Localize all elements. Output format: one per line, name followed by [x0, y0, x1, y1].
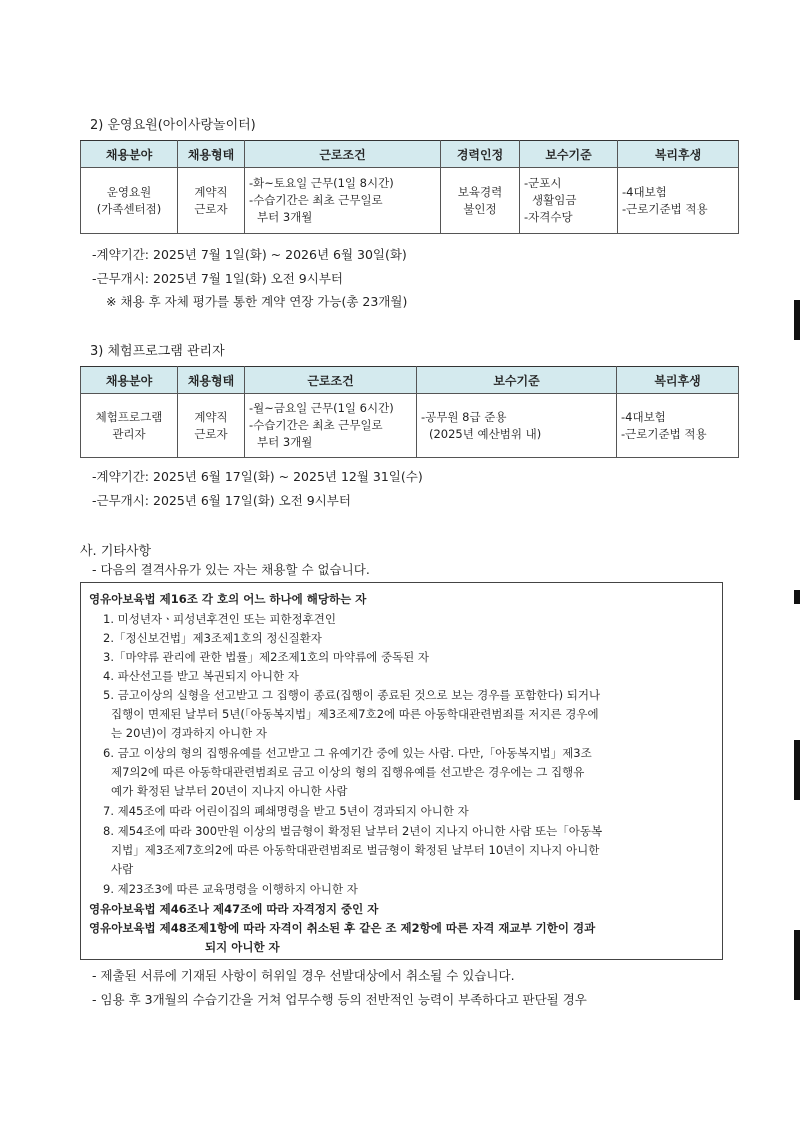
cell-line: 보육경력: [457, 184, 503, 199]
cell-field: [81, 394, 178, 458]
bold-item: 영유아보육법 제46조나 제47조에 따라 자격정지 중인 자: [89, 902, 379, 916]
cell-line: -월~금요일 근무(1일 6시간): [249, 401, 394, 416]
cell-line: -4대보험: [621, 409, 666, 424]
cell-conditions: [245, 394, 417, 458]
cell-line: 불인정: [463, 201, 497, 216]
cell-line: 근로자: [194, 201, 228, 216]
false-document-note: - 제출된 서류에 기재된 사항이 허위일 경우 선발대상에서 취소될 수 있습니다.: [92, 968, 515, 983]
list-item: 7. 제45조에 따라 어린이집의 폐쇄명령을 받고 5년이 경과되지 아니한 자: [103, 804, 469, 818]
cell-line: (가족센터점): [96, 201, 162, 216]
cell-line: -수습기간은 최초 근무일로: [249, 193, 383, 208]
cell-line: -근로기준법 적용: [621, 426, 707, 441]
cell-pay: [417, 394, 617, 458]
section-2-table: [80, 140, 739, 234]
section-3-table: [80, 366, 739, 458]
cell-conditions: [245, 168, 441, 234]
header-conditions: 근로조건: [245, 141, 441, 168]
cell-line: 계약직: [194, 184, 228, 199]
list-item-cont: 제7의2에 따른 아동학대관련범죄로 금고 이상의 형의 집행유예를 선고받은 경우에는 그 집행유: [111, 765, 585, 779]
scan-edge-mark: [794, 930, 800, 1000]
table-row: [81, 394, 739, 458]
list-item: 8. 제54조에 따라 300만원 이상의 벌금형이 확정된 날부터 2년이 지나지 아니한 사람 또는「아동복: [103, 824, 603, 838]
list-item: 2.「정신보건법」제3조제1호의 정신질환자: [103, 631, 322, 645]
cell-line: 운영요원: [106, 184, 152, 199]
list-item-cont: 예가 확정된 날부터 20년이 지나지 아니한 사람: [111, 784, 348, 798]
header-field: 채용분야: [81, 141, 178, 168]
scan-edge-mark: [794, 740, 800, 800]
contract-period: -계약기간: 2025년 7월 1일(화) ~ 2026년 6월 30일(화): [92, 247, 407, 262]
cell-line: 체험프로그램: [95, 409, 163, 424]
list-item-cont: 집행이 면제된 날부터 5년(「아동복지법」제3조제7호2에 따른 아동학대관련범죄를 저지른 경우에: [111, 707, 599, 721]
cell-welfare: [617, 394, 739, 458]
cell-line: 근로자: [194, 426, 228, 441]
header-conditions: 근로조건: [245, 367, 417, 394]
header-type: 채용형태: [178, 141, 245, 168]
cell-type: [178, 168, 245, 234]
cell-line: -자격수당: [524, 209, 573, 224]
disqualification-intro: - 다음의 결격사유가 있는 자는 채용할 수 없습니다.: [92, 562, 370, 577]
scan-edge-mark: [794, 590, 800, 604]
cell-line: -4대보험: [622, 184, 667, 199]
list-item: 4. 파산선고를 받고 복권되지 아니한 자: [103, 669, 299, 683]
header-welfare: 복리후생: [618, 141, 739, 168]
list-item: 5. 금고이상의 실형을 선고받고 그 집행이 종료(집행이 종료된 것으로 보는 경우를 포함한다) 되거나: [103, 688, 601, 702]
cell-field: [81, 168, 178, 234]
cell-type: [178, 394, 245, 458]
list-item: 6. 금고 이상의 형의 집행유예를 선고받고 그 유예기간 중에 있는 사람. 다만,「아동복지법」제3조: [103, 746, 592, 760]
cell-line: -화~토요일 근무(1일 8시간): [249, 176, 394, 191]
cell-line: 관리자: [112, 426, 146, 441]
list-item: 9. 제23조3에 따른 교육명령을 이행하지 아니한 자: [103, 882, 358, 896]
bold-item-cont: 되지 아니한 자: [205, 940, 280, 954]
cell-pay: [520, 168, 618, 234]
section-3-title: 3) 체험프로그램 관리자: [90, 344, 225, 359]
section-2-title: 2) 운영요원(아이사랑놀이터): [90, 118, 256, 133]
header-type: 채용형태: [178, 367, 245, 394]
cell-line: -군포시: [524, 176, 562, 191]
list-item-cont: 는 20년)이 경과하지 아니한 자: [111, 726, 267, 740]
cell-line: 계약직: [194, 409, 228, 424]
cell-line: -수습기간은 최초 근무일로: [249, 418, 383, 433]
list-item-cont: 지법」제3조제7호의2에 따른 아동학대관련범죄로 벌금형이 확정된 날부터 10년이 지나지 아니한: [111, 843, 600, 857]
scan-edge-mark: [794, 300, 800, 340]
cell-welfare: [618, 168, 739, 234]
cell-line: -공무원 8급 준용: [421, 409, 507, 424]
list-item: 1. 미성년자ㆍ피성년후견인 또는 피한정후견인: [103, 612, 337, 626]
disqualification-box: [80, 582, 723, 960]
header-career: 경력인정: [441, 141, 520, 168]
list-item: 3.「마약류 관리에 관한 법률」제2조제1호의 마약류에 중독된 자: [103, 650, 430, 664]
list-item-cont: 사람: [111, 862, 134, 876]
probation-note: - 임용 후 3개월의 수습기간을 거쳐 업무수행 등의 전반적인 능력이 부족하다고 판단될 경우: [92, 992, 587, 1007]
work-start: -근무개시: 2025년 7월 1일(화) 오전 9시부터: [92, 271, 343, 286]
work-start: -근무개시: 2025년 6월 17일(화) 오전 9시부터: [92, 493, 351, 508]
header-welfare: 복리후생: [617, 367, 739, 394]
cell-career: [441, 168, 520, 234]
header-pay: 보수기준: [520, 141, 618, 168]
bold-item: 영유아보육법 제48조제1항에 따라 자격이 취소된 후 같은 조 제2항에 따른 자격 재교부 기한이 경과: [89, 921, 596, 935]
cell-line: 부터 3개월: [257, 434, 313, 449]
table-row: [81, 168, 739, 234]
header-pay: 보수기준: [417, 367, 617, 394]
contract-period: -계약기간: 2025년 6월 17일(화) ~ 2025년 12월 31일(수): [92, 469, 423, 484]
cell-line: (2025년 예산범위 내): [429, 426, 542, 441]
cell-line: 생활임금: [532, 193, 577, 208]
cell-line: -근로기준법 적용: [622, 201, 708, 216]
header-field: 채용분야: [81, 367, 178, 394]
cell-line: 부터 3개월: [257, 209, 313, 224]
extension-note: ※ 채용 후 자체 평가를 통한 계약 연장 가능(총 23개월): [106, 294, 408, 309]
other-matters-title: 사. 기타사항: [80, 544, 152, 559]
box-heading: 영유아보육법 제16조 각 호의 어느 하나에 해당하는 자: [89, 592, 367, 606]
